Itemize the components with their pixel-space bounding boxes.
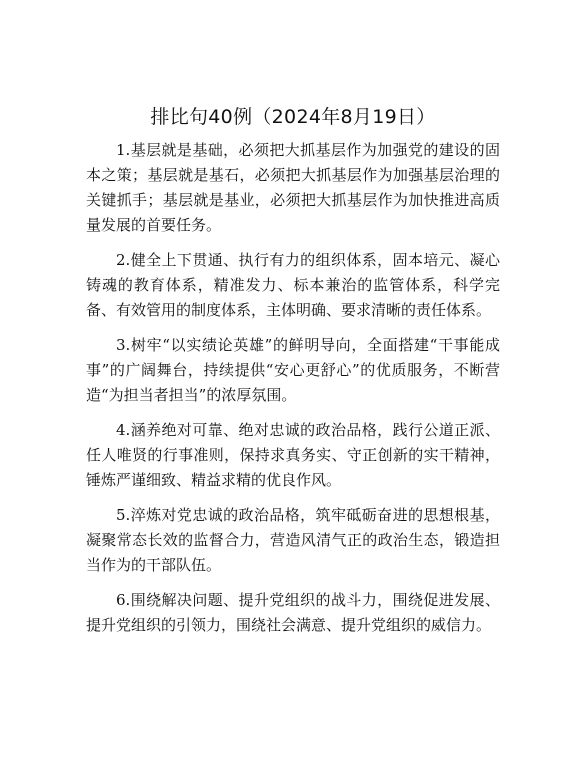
paragraph-6: 6.围绕解决问题、提升党组织的战斗力，围绕促进发展、提升党组织的引领力，围绕社会满意、提升党组织的威信力。: [86, 591, 500, 634]
paragraph-3: 3.树牢“以实绩论英雄”的鲜明导向，全面搭建“干事能成事”的广阔舞台，持续提供“安心更舒心”的优质服务，不断营造“为担当者担当”的浓厚氛围。: [86, 336, 500, 404]
paragraph-5: 5.淬炼对党忠诚的政治品格，筑牢砥砺奋进的思想根基，凝聚常态长效的监督合力，营造风清气正的政治生态，锻造担当作为的干部队伍。: [86, 506, 500, 574]
paragraph-1: 1.基层就是基础，必须把大抓基层作为加强党的建设的固本之策；基层就是基石，必须把大抓基层作为加强基层治理的关键抓手；基层就是基业，必须把大抓基层作为加快推进高质量发展的首要任务。: [86, 141, 500, 234]
document-title: 排比句40例（2024年8月19日）: [150, 106, 436, 128]
paragraph-2: 2.健全上下贯通、执行有力的组织体系，固本培元、凝心铸魂的教育体系，精准发力、标本兼治的监管体系，科学完备、有效管用的制度体系，主体明确、要求清晰的责任体系。: [86, 251, 500, 319]
paragraph-4: 4.涵养绝对可靠、绝对忠诚的政治品格，践行公道正派、任人唯贤的行事准则，保持求真务实、守正创新的实干精神，锤炼严谨细致、精益求精的优良作风。: [86, 421, 500, 489]
